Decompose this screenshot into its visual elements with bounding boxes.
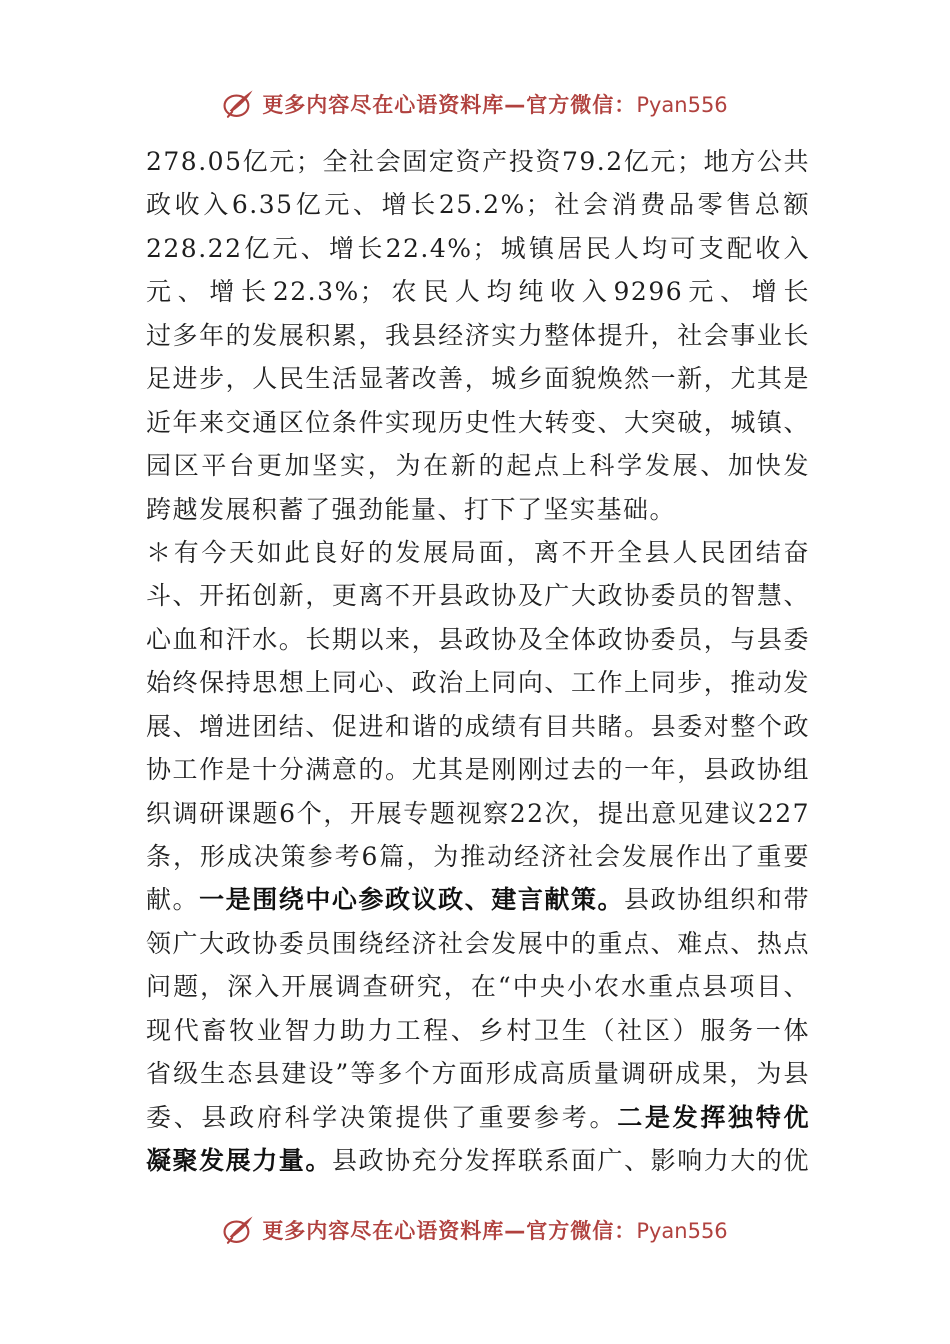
text-line xyxy=(146,1052,810,1095)
quill-logo-icon xyxy=(222,87,256,121)
text-line xyxy=(146,1096,810,1139)
body-text: 县政协组织和带 xyxy=(624,885,810,915)
footer-watermark xyxy=(0,1210,950,1250)
header-watermark xyxy=(0,84,950,124)
text-line xyxy=(146,140,810,183)
body-text: 228.22亿元、增长22.4%；城镇居民人均可支配收入 xyxy=(146,233,810,263)
body-text: 县政协充分发挥联系面广、影响力大的优 xyxy=(331,1146,810,1176)
text-line xyxy=(146,314,810,357)
body-text: 心血和汗水。长期以来，县政协及全体政协委员，与县委 xyxy=(146,624,810,654)
text-line xyxy=(146,444,810,487)
text-line xyxy=(146,965,810,1008)
text-line xyxy=(146,878,810,921)
text-line xyxy=(146,922,810,965)
body-text: 过多年的发展积累，我县经济实力整体提升，社会事业长 xyxy=(146,320,810,350)
text-line xyxy=(146,357,810,400)
bold-heading-text: 二是发挥独特优 xyxy=(617,1102,810,1132)
text-line xyxy=(146,401,810,444)
text-line xyxy=(146,748,810,791)
text-line xyxy=(146,618,810,661)
text-line xyxy=(146,705,810,748)
body-text: 织调研课题6个，开展专题视察22次，提出意见建议227 xyxy=(146,798,810,828)
text-line xyxy=(146,227,810,270)
text-line xyxy=(146,1139,810,1182)
body-text: 跨越发展积蓄了强劲能量、打下了坚实基础。 xyxy=(146,494,677,524)
bold-heading-text: 一是围绕中心参政议政、建言献策。 xyxy=(199,885,625,915)
body-text: 始终保持思想上同心、政治上同向、工作上同步，推动发 xyxy=(146,668,810,698)
watermark-text: 更多内容尽在心语资料库—官方微信：Pyan556 xyxy=(262,93,728,117)
body-text: 斗、开拓创新，更离不开县政协及广大政协委员的智慧、 xyxy=(146,581,810,611)
text-line xyxy=(146,270,810,313)
body-text: 条，形成决策参考6篇，为推动经济社会发展作出了重要 xyxy=(146,842,810,871)
text-line xyxy=(146,835,810,878)
text-line xyxy=(146,531,810,574)
body-text: 278.05亿元；全社会固定资产投资79.2亿元；地方公共 xyxy=(146,147,810,176)
body-text: 协工作是十分满意的。尤其是刚刚过去的一年，县政协组 xyxy=(146,755,810,785)
text-line xyxy=(146,574,810,617)
text-line xyxy=(146,792,810,835)
text-line xyxy=(146,661,810,704)
body-text: 问题，深入开展调查研究，在“中央小农水重点县项目、 xyxy=(146,972,810,1002)
body-text: 园区平台更加坚实，为在新的起点上科学发展、加快发 xyxy=(146,451,810,481)
text-line xyxy=(146,1009,810,1052)
text-line xyxy=(146,488,810,531)
body-text: 政收入6.35亿元、增长25.2%；社会消费品零售总额 xyxy=(146,190,810,220)
watermark-text: 更多内容尽在心语资料库—官方微信：Pyan556 xyxy=(262,1219,728,1243)
document-body xyxy=(146,140,810,1183)
bold-heading-text: 凝聚发展力量。 xyxy=(146,1146,332,1176)
body-text: ＊有今天如此良好的发展局面，离不开全县人民团结奋 xyxy=(146,537,810,567)
body-text: 献。 xyxy=(146,885,200,915)
body-text: 足进步，人民生活显著改善，城乡面貌焕然一新，尤其是 xyxy=(146,364,810,394)
body-text: 近年来交通区位条件实现历史性大转变、大突破，城镇、 xyxy=(146,407,810,437)
body-text: 元、增长22.3%；农民人均纯收入9296元、增长 xyxy=(146,277,810,307)
body-text: 委、县政府科学决策提供了重要参考。 xyxy=(146,1102,618,1132)
body-text: 省级生态县建设”等多个方面形成高质量调研成果，为县 xyxy=(146,1059,810,1089)
body-text: 领广大政协委员围绕经济社会发展中的重点、难点、热点 xyxy=(146,928,810,958)
body-text: 现代畜牧业智力助力工程、乡村卫生（社区）服务一体 xyxy=(146,1015,810,1045)
body-text: 展、增进团结、促进和谐的成绩有目共睹。县委对整个政 xyxy=(146,711,810,741)
quill-logo-icon xyxy=(222,1213,256,1247)
text-line xyxy=(146,183,810,226)
